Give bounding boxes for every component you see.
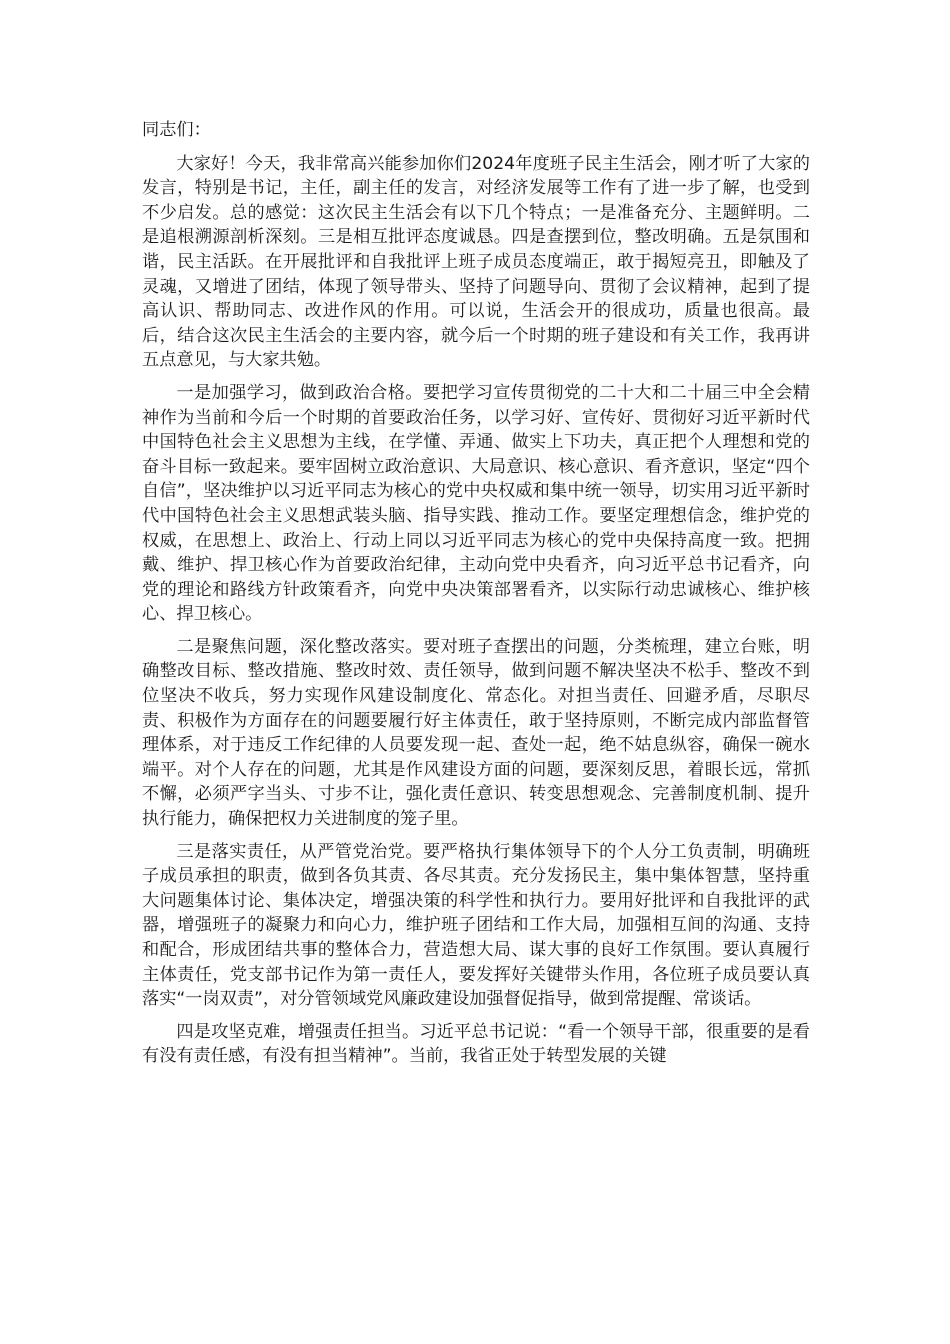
paragraph-point-three-responsibility: 三是落实责任，从严管党治党。要严格执行集体领导下的个人分工负责制，明确班子成员承担的职责，做到各负其责、各尽其责。充分发扬民主，集中集体智慧，坚持重大问题集体讨论、集体决定，增强决策的科学性和执行力。要用好批评和自我批评的武器，增强班子的凝聚力和向心力，维护班子团结和工作大局，加强相互间的沟通、支持和配合，形成团结共事的整体合力，营造想大局、谋大事的良好工作氛围。要认真履行主体责任，党支部书记作为第一责任人，要发挥好关键带头作用，各位班子成员要认真落实“一岗双责”，对分管领域党风廉政建设加强督促指导，做到常提醒、常谈话。: [142, 841, 810, 1010]
paragraph-point-four-tackling-difficulties: 四是攻坚克难，增强责任担当。习近平总书记说：“看一个领导干部，很重要的是看有没有责任感，有没有担当精神”。当前，我省正处于转型发展的关键: [142, 1021, 810, 1067]
document-page: [142, 118, 810, 1077]
paragraph-opening-remarks: 大家好！今天，我非常高兴能参加你们2024年度班子民主生活会，刚才听了大家的发言，特别是书记，主任，副主任的发言，对经济发展等工作有了进一步了解，也受到不少启发。总的感觉：这次民主生活会有以下几个特点；一是准备充分、主题鲜明。二是追根溯源剖析深刻。三是相互批评态度诚恳。四是查摆到位，整改明确。五是氛围和谐，民主活跃。在开展批评和自我批评上班子成员态度端正，敢于揭短亮丑，即触及了灵魂，又增进了团结，体现了领导带头、坚持了问题导向、贯彻了会议精神，起到了提高认识、帮助同志、改进作风的作用。可以说，生活会开的很成功，质量也很高。最后，结合这次民主生活会的主要内容，就今后一个时期的班子建设和有关工作，我再讲五点意见，与大家共勉。: [142, 153, 810, 371]
paragraph-point-one-study: 一是加强学习，做到政治合格。要把学习宣传贯彻党的二十大和二十届三中全会精神作为当前和今后一个时期的首要政治任务，以学习好、宣传好、贯彻好习近平新时代中国特色社会主义思想为主线，在学懂、弄通、做实上下功夫，真正把个人理想和党的奋斗目标一致起来。要牢固树立政治意识、大局意识、核心意识、看齐意识，坚定“四个自信”，坚决维护以习近平同志为核心的党中央权威和集中统一领导，切实用习近平新时代中国特色社会主义思想武装头脑、指导实践、推动工作。要坚定理想信念，维护党的权威，在思想上、政治上、行动上同以习近平同志为核心的党中央保持高度一致。把拥戴、维护、捍卫核心作为首要政治纪律，主动向党中央看齐，向习近平总书记看齐，向党的理论和路线方针政策看齐，向党中央决策部署看齐，以实际行动忠诚核心、维护核心、捍卫核心。: [142, 382, 810, 625]
salutation: 同志们：: [142, 120, 211, 140]
paragraph-point-two-rectification: 二是聚焦问题，深化整改落实。要对班子查摆出的问题，分类梳理，建立台账，明确整改目标、整改措施、整改时效、责任领导，做到问题不解决坚决不松手、整改不到位坚决不收兵，努力实现作风建设制度化、常态化。对担当责任、回避矛盾，尽职尽责、积极作为方面存在的问题要履行好主体责任，敢于坚持原则，不断完成内部监督管理体系，对于违反工作纪律的人员要发现一起、查处一起，绝不姑息纵容，确保一碗水端平。对个人存在的问题，尤其是作风建设方面的问题，要深刻反思，着眼长远，常抓不懈，必须严字当头、寸步不让，强化责任意识、转变思想观念、完善制度机制、提升执行能力，确保把权力关进制度的笼子里。: [142, 636, 810, 830]
